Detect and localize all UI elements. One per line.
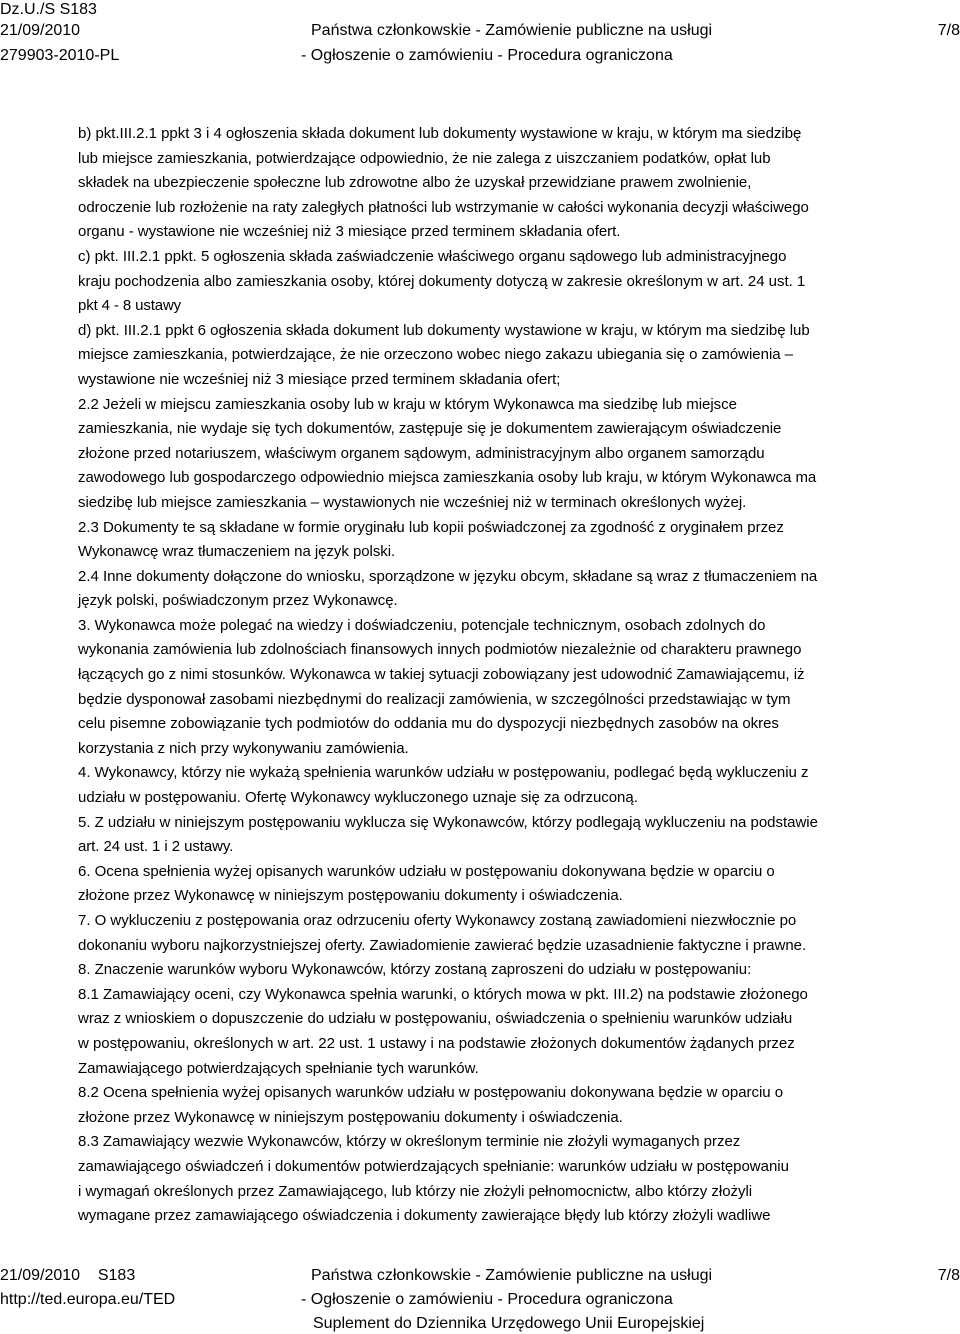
body-text-line: 8.1 Zamawiający oceni, czy Wykonawca spełnia warunki, o których mowa w pkt. III.2) na podstawie złożonego	[78, 985, 808, 1003]
body-text-line: złożone przed notariuszem, właściwym organem sądowym, administracyjnym albo organem samorządu	[78, 444, 765, 462]
body-text-line: wymagane przez zamawiającego oświadczenia i dokumenty zawierające błędy lub którzy złożyli wadliwe	[78, 1207, 771, 1225]
header-notice-number: 279903-2010-PL	[0, 47, 120, 64]
footer-title: Państwa członkowskie - Zamówienie publiczne na usługi	[311, 1267, 713, 1284]
header-date: 21/09/2010	[0, 22, 81, 39]
body-text-line: 8. Znaczenie warunków wyboru Wykonawców, którzy zostaną zaproszeni do udziału w postępowaniu:	[78, 961, 752, 979]
body-text-line: pkt 4 - 8 ustawy	[78, 297, 182, 315]
body-text-line: siedzibę lub miejsce zamieszkania – wystawionych nie wcześniej niż w terminach określonych wyżej.	[78, 493, 747, 511]
body-text-line: korzystania z nich przy wykonywaniu zamówienia.	[78, 739, 409, 757]
body-text-line: d) pkt. III.2.1 ppkt 6 ogłoszenia składa dokument lub dokumenty wystawione w kraju, w którym ma siedzibę lub	[78, 321, 810, 339]
footer-date-issue: 21/09/2010 S183	[0, 1267, 136, 1284]
body-text-line: 8.2 Ocena spełnienia wyżej opisanych warunków udziału w postępowaniu dokonywana będzie w oparciu o	[78, 1084, 784, 1102]
body-text-line: odroczenie lub rozłożenie na raty zaległych płatności lub wstrzymanie w całości wykonania decyzji właściwego	[78, 198, 809, 216]
header-subtitle: - Ogłoszenie o zamówieniu - Procedura ograniczona	[301, 47, 673, 64]
body-text-line: 2.4 Inne dokumenty dołączone do wniosku, sporządzone w języku obcym, składane są wraz z tłumaczeniem na	[78, 567, 818, 585]
body-text-line: miejsce zamieszkania, potwierdzające, że nie orzeczono wobec niego zakazu ubiegania się o zamówienia –	[78, 346, 794, 364]
body-text-line: 7. O wykluczeniu z postępowania oraz odrzuceniu oferty Wykonawcy zostaną zawiadomieni niezwłocznie po	[78, 912, 797, 929]
body-text-line: w postępowaniu, określonych w art. 22 ust. 1 ustawy i na podstawie złożonych dokumentów żądanych przez	[78, 1034, 795, 1052]
body-text-line: dokonaniu wyboru najkorzystniejszej oferty. Zawiadomienie zawierać będzie uzasadnienie faktyczne i prawne.	[78, 936, 807, 954]
body-text-line: organu - wystawione nie wcześniej niż 3 miesiące przed terminem składania ofert.	[78, 223, 621, 241]
body-text-line: zawodowego lub gospodarczego odpowiednio miejsca zamieszkania osoby lub kraju, w którym Wykonawca ma	[78, 469, 817, 487]
header-page-number: 7/8	[937, 22, 960, 39]
body-text-line: 2.2 Jeżeli w miejscu zamieszkania osoby lub w kraju w którym Wykonawca ma siedzibę lub miejsce	[78, 395, 737, 413]
body-text-line: i wymagań określonych przez Zamawiającego, lub którzy nie złożyli pełnomocnictw, albo którzy złożyli	[78, 1182, 753, 1200]
body-text-line: wystawione nie wcześniej niż 3 miesiące przed terminem składania ofert;	[78, 370, 561, 388]
body-text-line: 6. Ocena spełnienia wyżej opisanych warunków udziału w postępowaniu dokonywana będzie w oparciu o	[78, 862, 775, 880]
body-text-line: łączących go z nimi stosunków. Wykonawca w takiej sytuacji zobowiązany jest udowodnić Zamawiającemu, iż	[78, 666, 805, 684]
body-text-line: zamieszkania, nie wydaje się tych dokumentów, zastępuje się je dokumentem zawierającym oświadczenie	[78, 420, 782, 438]
body-text-line: c) pkt. III.2.1 ppkt. 5 ogłoszenia składa zaświadczenie właściwego organu sądowego lub administracyjnego	[78, 247, 787, 265]
body-text-line: język polski, poświadczonym przez Wykonawcę.	[78, 592, 398, 610]
footer-supplement: Suplement do Dziennika Urzędowego Unii Europejskiej	[313, 1315, 705, 1332]
body-text-line: wraz z wnioskiem o dopuszczenie do udziału w postępowaniu, oświadczenia o spełnieniu warunków udziału	[78, 1010, 793, 1028]
body-text-line: 5. Z udziału w niniejszym postępowaniu wyklucza się Wykonawców, którzy podlegają wykluczeniu na podstawie	[78, 813, 818, 831]
body-text-line: udziału w postępowaniu. Ofertę Wykonawcy wykluczonego uznaje się za odrzuconą.	[78, 789, 638, 807]
body-text-line: złożone przez Wykonawcę w niniejszym postępowaniu dokumenty i oświadczenia.	[78, 1108, 623, 1126]
footer-url: http://ted.europa.eu/TED	[0, 1291, 176, 1308]
body-text-line: wykonania zamówienia lub zdolnościach finansowych innych podmiotów niezależnie od charakteru prawnego	[78, 641, 802, 659]
body-text-line: złożone przez Wykonawcę w niniejszym postępowaniu dokumenty i oświadczenia.	[78, 887, 623, 905]
document-body	[78, 122, 960, 1229]
body-text-line: Zamawiającego potwierdzających spełnianie tych warunków.	[78, 1059, 479, 1077]
body-text-line: lub miejsce zamieszkania, potwierdzające odpowiednio, że nie zalega z uiszczaniem podatków, opłat lub	[78, 149, 771, 167]
body-text-line: będzie dysponował zasobami niezbędnymi do realizacji zamówienia, w szczególności przedstawiając w tym	[78, 690, 791, 708]
footer-subtitle: - Ogłoszenie o zamówieniu - Procedura ograniczona	[301, 1291, 673, 1308]
body-text-line: celu pisemne zobowiązanie tych podmiotów do oddania mu do dyspozycji niezbędnych zasobów na okres	[78, 715, 779, 733]
body-text-line: 8.3 Zamawiający wezwie Wykonawców, którzy w określonym terminie nie złożyli wymaganych przez	[78, 1133, 741, 1151]
body-text-line: składek na ubezpieczenie społeczne lub zdrowotne albo że uzyskał przewidziane prawem zwolnienie,	[78, 174, 752, 192]
header-title: Państwa członkowskie - Zamówienie publiczne na usługi	[311, 22, 713, 39]
body-text-line: 3. Wykonawca może polegać na wiedzy i doświadczeniu, potencjale technicznym, osobach zdolnych do	[78, 616, 766, 634]
body-text-line: 4. Wykonawcy, którzy nie wykażą spełnienia warunków udziału w postępowaniu, podlegać będą wykluczeniu z	[78, 764, 809, 782]
header-journal-ref: Dz.U./S S183	[0, 1, 97, 18]
body-text-line: zamawiającego oświadczeń i dokumentów potwierdzających spełnianie: warunków udziału w postępowaniu	[78, 1157, 789, 1175]
body-text-line: 2.3 Dokumenty te są składane w formie oryginału lub kopii poświadczonej za zgodność z oryginałem przez	[78, 518, 784, 536]
body-text-line: b) pkt.III.2.1 ppkt 3 i 4 ogłoszenia składa dokument lub dokumenty wystawione w kraju, w którym ma siedzibę	[78, 125, 802, 142]
footer-page-number: 7/8	[937, 1267, 960, 1284]
body-text-line: Wykonawcę wraz tłumaczeniem na język polski.	[78, 543, 396, 561]
body-text-line: kraju pochodzenia albo zamieszkania osoby, której dokumenty dotyczą w zakresie określonym w art. 24 ust. 1	[78, 272, 806, 290]
body-text-line: art. 24 ust. 1 i 2 ustawy.	[78, 838, 234, 856]
